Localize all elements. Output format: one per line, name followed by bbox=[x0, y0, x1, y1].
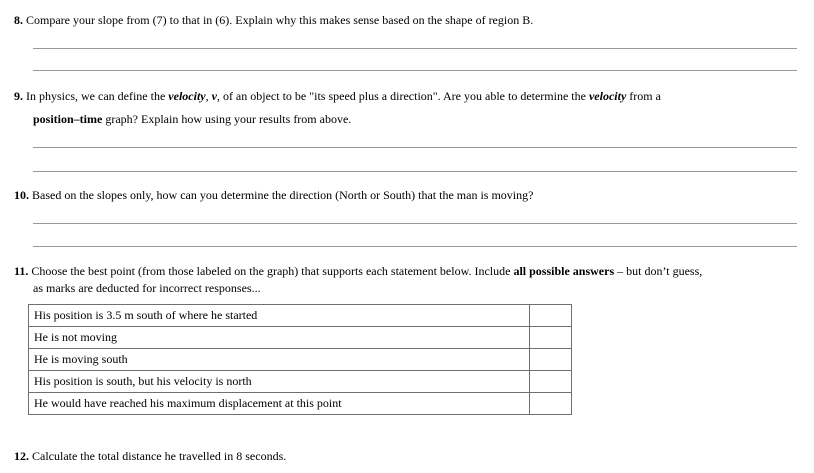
question-9-line-2 bbox=[33, 111, 800, 127]
statement-cell: His position is south, but his velocity is north bbox=[29, 371, 530, 393]
question-9 bbox=[14, 88, 800, 104]
answer-line-q8-1[interactable] bbox=[33, 48, 797, 49]
statement-cell: He would have reached his maximum displacement at this point bbox=[29, 393, 530, 415]
question-10-text: Based on the slopes only, how can you determine the direction (North or South) that the man is moving? bbox=[32, 188, 534, 202]
answer-cell[interactable] bbox=[530, 393, 572, 415]
answer-cell[interactable] bbox=[530, 305, 572, 327]
question-10-number: 10. bbox=[14, 188, 29, 202]
answer-line-q10-1[interactable] bbox=[33, 223, 797, 224]
question-12 bbox=[14, 448, 800, 464]
question-9-text-1: In physics, we can define the bbox=[26, 89, 169, 103]
position-time-term: position–time bbox=[33, 112, 103, 126]
answer-line-q9-1[interactable] bbox=[33, 147, 797, 148]
question-9-text-5: graph? Explain how using your results from above. bbox=[102, 112, 352, 126]
question-10 bbox=[14, 187, 800, 203]
question-9-number: 9. bbox=[14, 89, 23, 103]
table-row bbox=[29, 393, 572, 415]
statement-cell: His position is 3.5 m south of where he started bbox=[29, 305, 530, 327]
answer-line-q9-2[interactable] bbox=[33, 171, 797, 172]
question-8-text: Compare your slope from (7) to that in (6). Explain why this makes sense based on the shape of region B. bbox=[26, 13, 534, 27]
question-11-number: 11. bbox=[14, 264, 29, 278]
answer-cell[interactable] bbox=[530, 327, 572, 349]
question-12-text: Calculate the total distance he travelled in 8 seconds. bbox=[32, 449, 287, 463]
table-row bbox=[29, 305, 572, 327]
table-row bbox=[29, 371, 572, 393]
question-8-number: 8. bbox=[14, 13, 23, 27]
velocity-term-2: velocity bbox=[588, 89, 627, 103]
table-row bbox=[29, 349, 572, 371]
velocity-term: velocity bbox=[168, 89, 206, 103]
question-8 bbox=[14, 12, 800, 28]
question-12-number: 12. bbox=[14, 449, 29, 463]
answer-line-q8-2[interactable] bbox=[33, 70, 797, 71]
velocity-symbol: v bbox=[211, 89, 217, 103]
all-possible-answers-term: all possible answers bbox=[513, 264, 615, 278]
statements-table bbox=[28, 304, 572, 415]
question-9-text-2: , bbox=[205, 89, 212, 103]
statement-cell: He is not moving bbox=[29, 327, 530, 349]
table-row bbox=[29, 327, 572, 349]
answer-cell[interactable] bbox=[530, 349, 572, 371]
question-11-text-1: Choose the best point (from those labeled on the graph) that supports each statement below. Include bbox=[31, 264, 514, 278]
question-11-text-2: – but don’t guess, bbox=[614, 264, 703, 278]
question-11 bbox=[14, 263, 800, 279]
question-9-text-4: from a bbox=[626, 89, 661, 103]
statement-cell: He is moving south bbox=[29, 349, 530, 371]
answer-cell[interactable] bbox=[530, 371, 572, 393]
answer-line-q10-2[interactable] bbox=[33, 246, 797, 247]
question-9-text-3: , of an object to be "its speed plus a direction". Are you able to determine the bbox=[216, 89, 589, 103]
question-11-line-2: as marks are deducted for incorrect responses... bbox=[33, 281, 261, 295]
